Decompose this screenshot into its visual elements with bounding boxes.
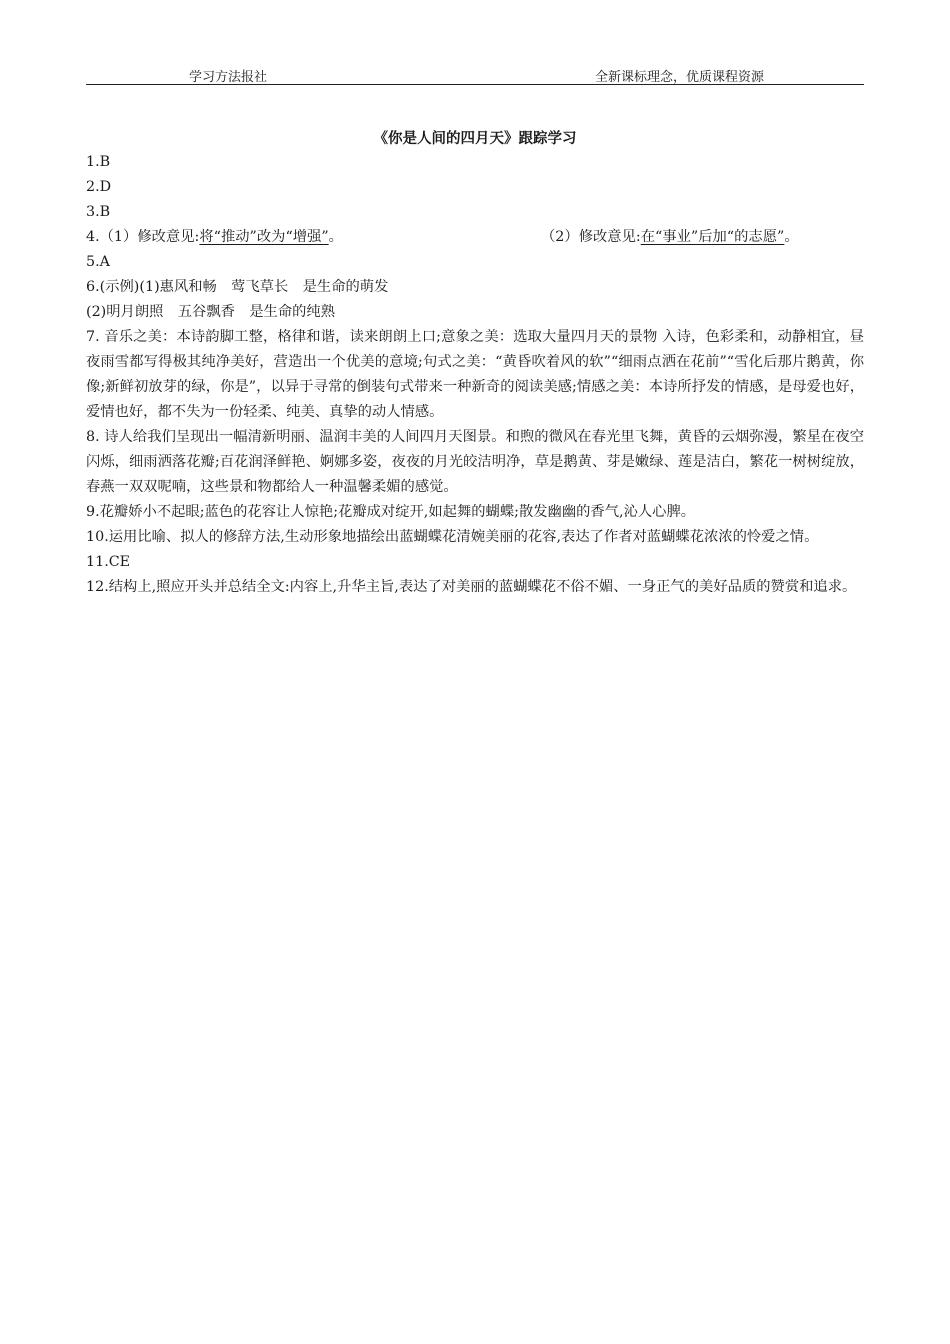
header-slogan: 全新课标理念，优质课程资源: [594, 70, 764, 85]
answer-3: 3.B: [86, 204, 111, 220]
answer-6-line-2: (2)明月朗照 五谷飘香 是生命的纯熟: [86, 304, 335, 320]
answer-10: 10.运用比喻、拟人的修辞方法,生动形象地描绘出蓝蝴蝶花清婉美丽的花容,表达了作者对蓝蝴蝶花浓浓的怜爱之情。: [86, 529, 819, 545]
answer-6-line-1: 6.(示例)(1)惠风和畅 莺飞草长 是生命的萌发: [86, 279, 389, 295]
answer-4-part-2: [541, 225, 799, 250]
answer-12: 12.结构上,照应开头并总结全文:内容上,升华主旨,表达了对美丽的蓝蝴蝶花不俗不媚、一身正气的美好品质的赞赏和追求。: [86, 579, 857, 595]
answer-4: [86, 225, 864, 250]
answer-list: [86, 150, 864, 600]
answer-9: 9.花瓣娇小不起眼;蓝色的花容让人惊艳;花瓣成对绽开,如起舞的蝴蝶;散发幽幽的香气,沁人心脾。: [86, 504, 696, 520]
answer-4-part-1: [86, 225, 343, 250]
answer-5: 5.A: [86, 254, 110, 270]
answer-4-part-1-end: 。: [328, 229, 343, 245]
answer-4-part-2-label: （2）修改意见:: [541, 229, 641, 245]
document-title: 《你是人间的四月天》跟踪学习: [373, 130, 577, 147]
answer-2: 2.D: [86, 179, 112, 195]
answer-11: 11.CE: [86, 554, 131, 570]
answer-4-part-2-text: 在“事业”后加“的志愿”: [640, 229, 785, 245]
header-publisher: 学习方法报社: [189, 70, 268, 85]
answer-1: 1.B: [86, 154, 111, 170]
answer-4-part-1-label: 4.（1）修改意见:: [86, 229, 200, 245]
page-header: [86, 64, 864, 85]
answer-4-part-1-text: 将“推动”改为“增强”: [199, 229, 329, 245]
answer-4-part-2-end: 。: [784, 229, 799, 245]
answer-8: 8. 诗人给我们呈现出一幅清新明丽、温润丰美的人间四月天图景。和煦的微风在春光里飞舞，黄昏的云烟弥漫，繁星在夜空闪烁，细雨洒落花瓣;百花润泽鲜艳、婀娜多姿，夜夜的月光皎洁明净，草是鹅黄、芽是嫩绿、莲是洁白，繁花一树树绽放，春燕一双双呢喃，这些景和物都给人一种温馨柔媚的感觉。: [86, 429, 864, 495]
answer-7: 7. 音乐之美：本诗韵脚工整，格律和谐，读来朗朗上口;意象之美：选取大量四月天的景物 入诗，色彩柔和，动静相宜，昼夜雨雪都写得极其纯净美好，营造出一个优美的意境;句式之美：“黄昏吹着风的软”“细雨点洒在花前”“雪化后那片鹅黄，你像;新鲜初放芽的绿，你是”，以异于寻常的倒装句式带来一种新奇的阅读美感;情感之美：本诗所抒发的情感，是母爱也好，爱情也好，都不失为一份轻柔、纯美、真挚的动人情感。: [86, 329, 864, 420]
